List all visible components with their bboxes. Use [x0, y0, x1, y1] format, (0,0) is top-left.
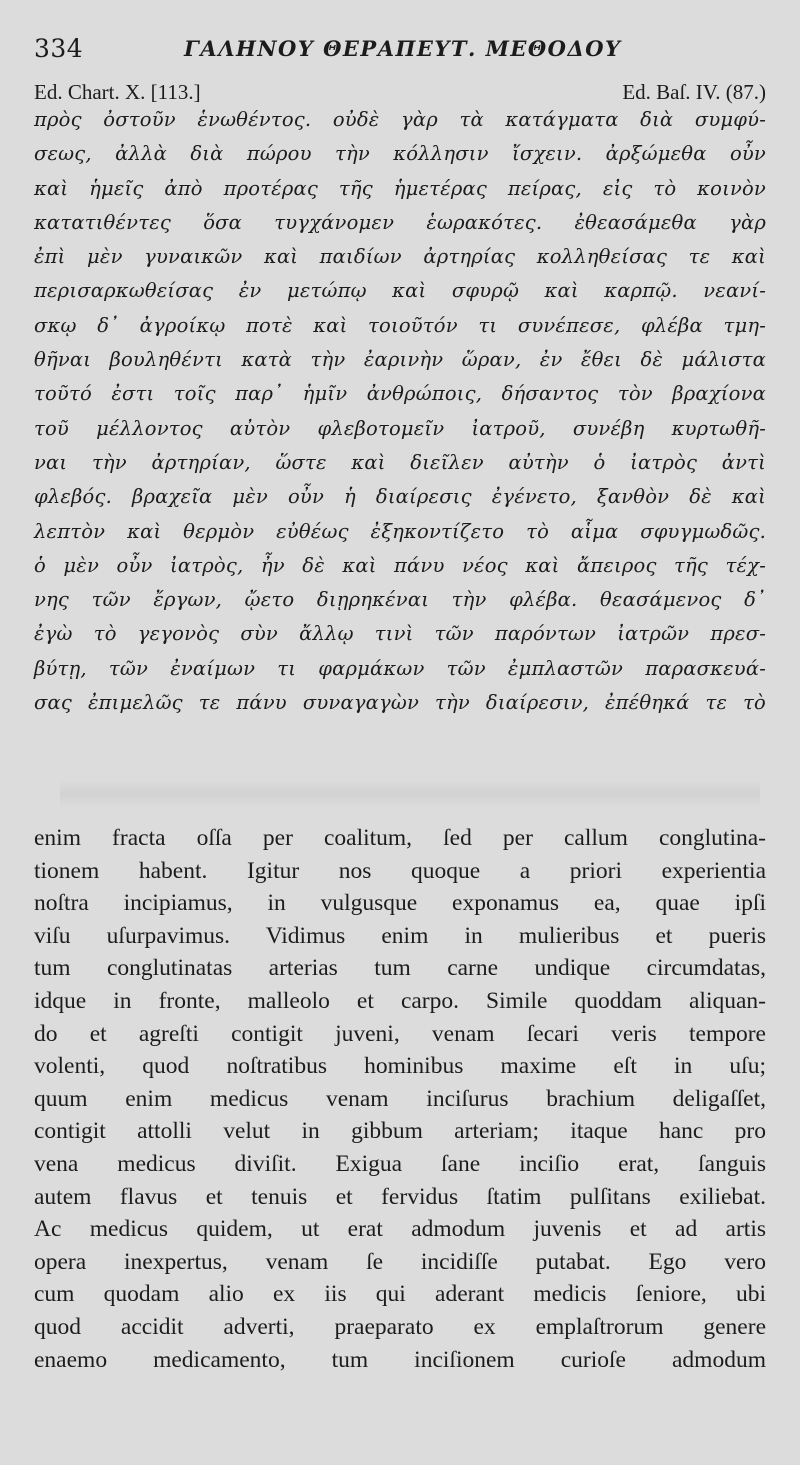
- text-line: tum conglutinatas arterias tum carne undique circumdatas,: [34, 955, 766, 982]
- text-line: vena medicus diviſit. Exigua ſane inciſio erat, ſanguis: [34, 1150, 766, 1177]
- page-number: 334: [34, 34, 84, 63]
- text-line: quum enim medicus venam inciſurus brachium deligaſſet,: [34, 1085, 766, 1112]
- text-line: autem flavus et tenuis et fervidus ſtatim pulſitans exiliebat.: [34, 1183, 766, 1210]
- text-line: καὶ ἡμεῖς ἀπὸ προτέρας τῆς ἡμετέρας πείρας, εἰς τὸ κοινὸν: [34, 176, 766, 200]
- text-line: θῆναι βουληθέντι κατὰ τὴν ἐαρινὴν ὥραν, ἐν ἔθει δὲ μάλιστα: [34, 348, 766, 372]
- text-line: τοῦ μέλλοντος αὐτὸν φλεβοτομεῖν ἰατροῦ, συνέβη κυρτωθῆ-: [34, 416, 766, 440]
- running-title: ΓΑΛΗΝΟΥ ΘΕΡΑΠΕΥΤ. ΜΕΘΟΔΟΥ: [184, 36, 622, 61]
- text-line: viſu uſurpavimus. Vidimus enim in mulieribus et pueris: [34, 922, 766, 949]
- text-line: do et agreſti contigit juveni, venam ſecari veris tempore: [34, 1020, 766, 1047]
- text-line: enaemo medicamento, tum inciſionem curioſe admodum: [34, 1346, 766, 1373]
- latin-text-block: [34, 822, 766, 1376]
- text-line: contigit attolli velut in gibbum arteriam; itaque hanc pro: [34, 1118, 766, 1145]
- text-line: opera inexpertus, venam ſe incidiſſe putabat. Ego vero: [34, 1248, 766, 1275]
- text-line: σεως, ἀλλὰ διὰ πώρου τὴν κόλλησιν ἴσχειν. ἀρξώμεθα οὖν: [34, 142, 766, 166]
- text-line: περισαρκωθείσας ἐν μετώπῳ καὶ σφυρῷ καὶ καρπῷ. νεανί-: [34, 279, 766, 303]
- text-line: enim fracta oſſa per coalitum, ſed per callum conglutina-: [34, 825, 766, 851]
- show-through-bleed: [60, 780, 760, 808]
- text-line: Ac medicus quidem, ut erat admodum juvenis et ad artis: [34, 1216, 766, 1243]
- text-line: noſtra incipiamus, in vulgusque exponamus ea, quae ipſi: [34, 890, 766, 917]
- text-line: quod accidit adverti, praeparato ex emplaſtrorum genere: [34, 1313, 766, 1340]
- text-line: τοῦτό ἐστι τοῖς παρ᾽ ἡμῖν ἀνθρώποις, δήσαντος τὸν βραχίονα: [34, 382, 766, 406]
- text-line: cum quodam alio ex iis qui aderant medicis ſeniore, ubi: [34, 1281, 766, 1308]
- greek-text-block: [34, 103, 766, 720]
- text-line: volenti, quod noſtratibus hominibus maxime eſt in uſu;: [34, 1053, 766, 1080]
- text-line: ἐγὼ τὸ γεγονὸς σὺν ἄλλῳ τινὶ τῶν παρόντων ἰατρῶν πρεσ-: [34, 622, 766, 646]
- page-header: [34, 28, 774, 68]
- text-line: σας ἐπιμελῶς τε πάνυ συναγαγὼν τὴν διαίρεσιν, ἐπέθηκά τε τὸ: [34, 691, 766, 715]
- text-line: κατατιθέντες ὅσα τυγχάνομεν ἑωρακότες. ἐθεασάμεθα γὰρ: [34, 210, 766, 234]
- text-line: tionem habent. Igitur nos quoque a priori experientia: [34, 857, 766, 884]
- text-line: σκῳ δ᾽ ἀγροίκῳ ποτὲ καὶ τοιοῦτόν τι συνέπεσε, φλέβα τμη-: [34, 313, 766, 337]
- text-line: φλεβός. βραχεῖα μὲν οὖν ἡ διαίρεσις ἐγένετο, ξανθὸν δὲ καὶ: [34, 485, 766, 509]
- text-line: ὁ μὲν οὖν ἰατρὸς, ἦν δὲ καὶ πάνυ νέος καὶ ἄπειρος τῆς τέχ-: [34, 553, 766, 577]
- text-line: ἐπὶ μὲν γυναικῶν καὶ παιδίων ἀρτηρίας κολληθείσας τε καὶ: [34, 245, 766, 269]
- edition-basel-ref: Ed. Baſ. IV. (87.): [622, 80, 766, 104]
- text-line: νης τῶν ἔργων, ᾤετο διῃρηκέναι τὴν φλέβα. θεασάμενος δ᾽: [34, 588, 766, 612]
- text-line: idque in fronte, malleolo et carpo. Simile quoddam aliquan-: [34, 987, 766, 1014]
- text-line: βύτῃ, τῶν ἐναίμων τι φαρμάκων τῶν ἐμπλαστῶν παρασκευά-: [34, 656, 766, 680]
- text-line: πρὸς ὀστοῦν ἑνωθέντος. οὐδὲ γὰρ τὰ κατάγματα διὰ συμφύ-: [34, 108, 766, 131]
- edition-chart-ref: Ed. Chart. X. [113.]: [34, 80, 201, 104]
- text-line: ναι τὴν ἀρτηρίαν, ὥστε καὶ διεῖλεν αὐτὴν ὁ ἰατρὸς ἀντὶ: [34, 450, 766, 474]
- text-line: λεπτὸν καὶ θερμὸν εὐθέως ἐξηκοντίζετο τὸ αἷμα σφυγμωδῶς.: [34, 519, 766, 543]
